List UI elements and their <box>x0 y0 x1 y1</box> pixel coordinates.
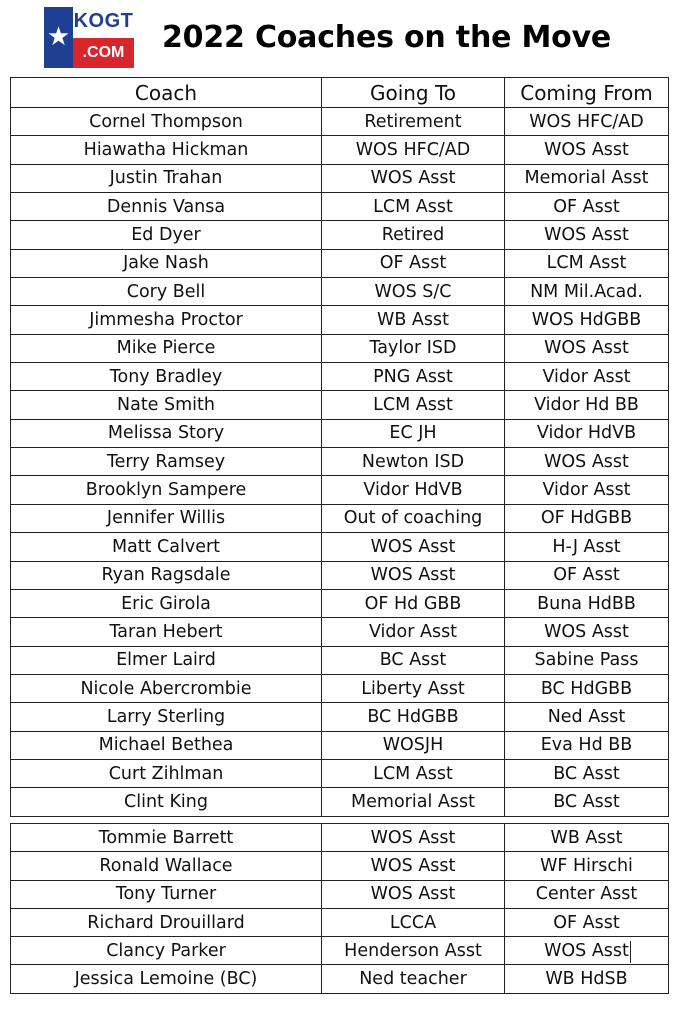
coach-cell[interactable]: Tony Turner <box>11 880 322 908</box>
coming-from-cell[interactable]: Buna HdBB <box>505 589 669 617</box>
coach-cell[interactable]: Justin Trahan <box>11 164 322 192</box>
going-to-cell[interactable]: Henderson Asst <box>322 937 505 965</box>
table-row <box>11 278 669 306</box>
going-to-cell[interactable]: LCCA <box>322 908 505 936</box>
coming-from-cell[interactable]: OF Asst <box>505 561 669 589</box>
coach-cell[interactable]: Mike Pierce <box>11 334 322 362</box>
star-icon: ★ <box>46 22 71 52</box>
coach-cell[interactable]: Richard Drouillard <box>11 908 322 936</box>
coach-cell[interactable]: Ed Dyer <box>11 221 322 249</box>
coming-from-cell[interactable]: Vidor Asst <box>505 476 669 504</box>
going-to-cell[interactable]: WOS S/C <box>322 278 505 306</box>
going-to-cell[interactable]: Out of coaching <box>322 504 505 532</box>
table-row <box>11 419 669 447</box>
page-title: 2022 Coaches on the Move <box>162 20 612 55</box>
coming-from-cell[interactable]: LCM Asst <box>505 249 669 277</box>
coach-cell[interactable]: Ronald Wallace <box>11 852 322 880</box>
going-to-column-header[interactable]: Going To <box>322 78 505 108</box>
coaches-table <box>10 77 669 817</box>
table-row <box>11 448 669 476</box>
coach-cell[interactable]: Dennis Vansa <box>11 193 322 221</box>
coach-column-header[interactable]: Coach <box>11 78 322 108</box>
logo-top-text: KOGT <box>73 10 134 32</box>
going-to-cell[interactable]: Vidor HdVB <box>322 476 505 504</box>
going-to-cell[interactable]: EC JH <box>322 419 505 447</box>
coaches-table-body <box>11 108 669 817</box>
going-to-cell[interactable]: Retirement <box>322 108 505 136</box>
coach-cell[interactable]: Jimmesha Proctor <box>11 306 322 334</box>
coming-from-cell[interactable]: NM Mil.Acad. <box>505 278 669 306</box>
going-to-cell[interactable]: Retired <box>322 221 505 249</box>
coming-from-cell[interactable]: WOS Asst <box>505 334 669 362</box>
coming-from-cell[interactable]: WOS Asst <box>505 618 669 646</box>
table-row <box>11 306 669 334</box>
text-cursor <box>630 941 631 963</box>
coming-from-cell[interactable]: BC Asst <box>505 788 669 816</box>
table-row <box>11 533 669 561</box>
table-row <box>11 221 669 249</box>
coach-cell[interactable]: Larry Sterling <box>11 703 322 731</box>
table-row <box>11 391 669 419</box>
table-row <box>11 852 669 880</box>
going-to-cell[interactable]: Taylor ISD <box>322 334 505 362</box>
coming-from-cell[interactable]: OF Asst <box>505 908 669 936</box>
going-to-cell[interactable]: LCM Asst <box>322 193 505 221</box>
table-row <box>11 363 669 391</box>
table-row <box>11 908 669 936</box>
coming-from-cell[interactable]: Vidor Asst <box>505 363 669 391</box>
going-to-cell[interactable]: Newton ISD <box>322 448 505 476</box>
going-to-cell[interactable]: LCM Asst <box>322 391 505 419</box>
coming-from-cell[interactable]: WOS HdGBB <box>505 306 669 334</box>
table-row <box>11 703 669 731</box>
coaches-table-additional <box>10 823 669 994</box>
coach-cell[interactable]: Elmer Laird <box>11 646 322 674</box>
kogt-logo[interactable] <box>44 7 134 68</box>
coach-cell[interactable]: Taran Hebert <box>11 618 322 646</box>
table-row <box>11 334 669 362</box>
coach-cell[interactable]: Cornel Thompson <box>11 108 322 136</box>
coach-cell[interactable]: Brooklyn Sampere <box>11 476 322 504</box>
going-to-cell[interactable]: Vidor Asst <box>322 618 505 646</box>
coming-from-cell[interactable]: Center Asst <box>505 880 669 908</box>
coach-cell[interactable]: Clint King <box>11 788 322 816</box>
coach-cell[interactable]: Hiawatha Hickman <box>11 136 322 164</box>
coming-from-cell[interactable]: Vidor Hd BB <box>505 391 669 419</box>
coming-from-cell[interactable]: WB Asst <box>505 824 669 852</box>
going-to-cell[interactable]: WOS Asst <box>322 824 505 852</box>
table-row <box>11 937 669 965</box>
coaches-table-additional-body <box>11 824 669 994</box>
coach-cell[interactable]: Tony Bradley <box>11 363 322 391</box>
going-to-cell[interactable]: WOS Asst <box>322 852 505 880</box>
table-row <box>11 731 669 759</box>
table-row <box>11 618 669 646</box>
going-to-cell[interactable]: PNG Asst <box>322 363 505 391</box>
coach-cell[interactable]: Michael Bethea <box>11 731 322 759</box>
going-to-cell[interactable]: WB Asst <box>322 306 505 334</box>
coming-from-cell[interactable]: OF Asst <box>505 193 669 221</box>
coach-cell[interactable]: Jennifer Willis <box>11 504 322 532</box>
table-row <box>11 193 669 221</box>
coach-cell[interactable]: Jessica Lemoine (BC) <box>11 965 322 993</box>
going-to-cell[interactable]: Memorial Asst <box>322 788 505 816</box>
table-row <box>11 824 669 852</box>
table-row <box>11 674 669 702</box>
coach-cell[interactable]: Melissa Story <box>11 419 322 447</box>
going-to-cell[interactable]: LCM Asst <box>322 759 505 787</box>
coming-from-cell[interactable]: BC HdGBB <box>505 674 669 702</box>
coming-from-cell[interactable]: WOS HFC/AD <box>505 108 669 136</box>
coming-from-cell[interactable]: Sabine Pass <box>505 646 669 674</box>
coach-cell[interactable]: Clancy Parker <box>11 937 322 965</box>
coach-cell[interactable]: Nate Smith <box>11 391 322 419</box>
coach-cell[interactable]: Nicole Abercrombie <box>11 674 322 702</box>
coming-from-cell[interactable]: Memorial Asst <box>505 164 669 192</box>
table-row <box>11 504 669 532</box>
going-to-cell[interactable]: BC HdGBB <box>322 703 505 731</box>
going-to-cell[interactable]: OF Asst <box>322 249 505 277</box>
table-row <box>11 249 669 277</box>
coming-from-cell[interactable]: Ned Asst <box>505 703 669 731</box>
logo-bottom-text: .COM <box>82 44 125 61</box>
coming-from-cell[interactable]: H-J Asst <box>505 533 669 561</box>
going-to-cell[interactable]: WOS HFC/AD <box>322 136 505 164</box>
header-row <box>11 78 669 108</box>
table-row <box>11 880 669 908</box>
coach-cell[interactable]: Ryan Ragsdale <box>11 561 322 589</box>
coming-from-cell[interactable]: WOS Asst <box>505 136 669 164</box>
table-row <box>11 646 669 674</box>
table-row <box>11 108 669 136</box>
table-row <box>11 759 669 787</box>
going-to-cell[interactable]: Ned teacher <box>322 965 505 993</box>
going-to-cell[interactable]: WOS Asst <box>322 561 505 589</box>
coming-from-cell[interactable]: Eva Hd BB <box>505 731 669 759</box>
coming-from-column-header[interactable]: Coming From <box>505 78 669 108</box>
coming-from-cell[interactable]: WF Hirschi <box>505 852 669 880</box>
coach-cell[interactable]: Tommie Barrett <box>11 824 322 852</box>
coming-from-cell[interactable]: WOS Asst <box>505 448 669 476</box>
table-row <box>11 965 669 993</box>
coming-from-cell[interactable]: WOS Asst <box>505 937 669 965</box>
coming-from-cell[interactable]: BC Asst <box>505 759 669 787</box>
table-row <box>11 136 669 164</box>
going-to-cell[interactable]: WOS Asst <box>322 533 505 561</box>
header <box>0 0 678 74</box>
coming-from-cell[interactable]: WOS Asst <box>505 221 669 249</box>
table-row <box>11 589 669 617</box>
coach-cell[interactable]: Curt Zihlman <box>11 759 322 787</box>
coach-cell[interactable]: Terry Ramsey <box>11 448 322 476</box>
coach-cell[interactable]: Eric Girola <box>11 589 322 617</box>
table-row <box>11 476 669 504</box>
table-row <box>11 561 669 589</box>
coming-from-cell[interactable]: OF HdGBB <box>505 504 669 532</box>
going-to-cell[interactable]: WOS Asst <box>322 164 505 192</box>
table-row <box>11 788 669 816</box>
going-to-cell[interactable]: WOS Asst <box>322 880 505 908</box>
coach-cell[interactable]: Jake Nash <box>11 249 322 277</box>
going-to-cell[interactable]: WOSJH <box>322 731 505 759</box>
going-to-cell[interactable]: OF Hd GBB <box>322 589 505 617</box>
table-row <box>11 164 669 192</box>
coming-from-cell[interactable]: WB HdSB <box>505 965 669 993</box>
coach-cell[interactable]: Cory Bell <box>11 278 322 306</box>
going-to-cell[interactable]: BC Asst <box>322 646 505 674</box>
coming-from-cell[interactable]: Vidor HdVB <box>505 419 669 447</box>
coach-cell[interactable]: Matt Calvert <box>11 533 322 561</box>
going-to-cell[interactable]: Liberty Asst <box>322 674 505 702</box>
